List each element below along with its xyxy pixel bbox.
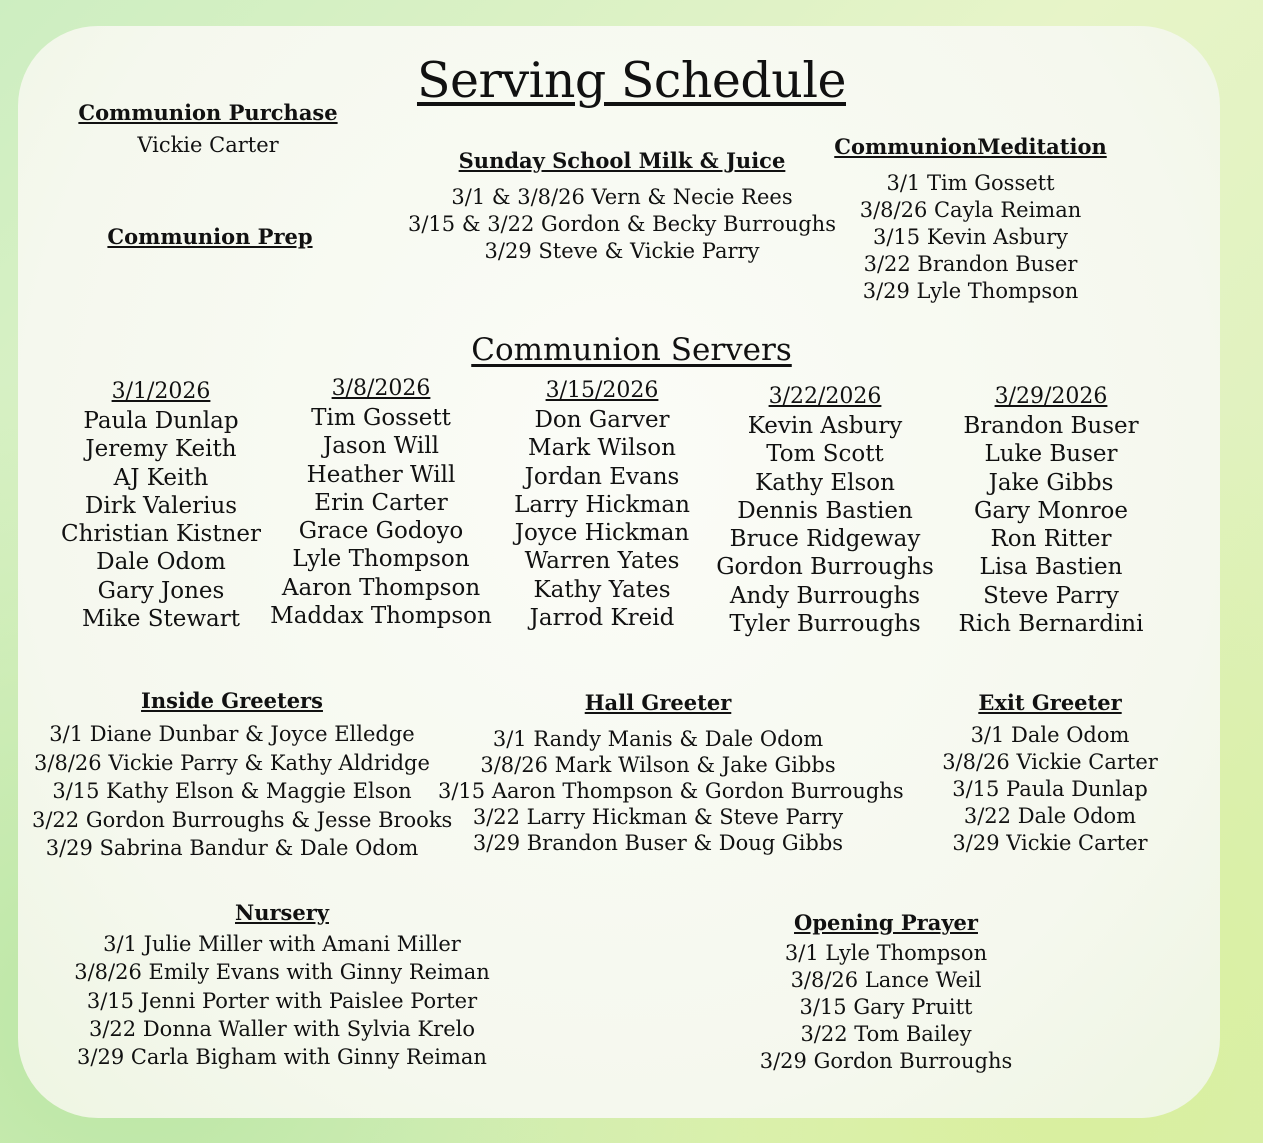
nursery-line: 3/1 Julie Miller with Amani Miller xyxy=(103,932,461,956)
server-name: Mike Stewart xyxy=(81,606,240,633)
server-name: Heather Will xyxy=(306,461,456,488)
server-name: Jason Will xyxy=(322,433,439,460)
exit-greeter-line: 3/8/26 Vickie Carter xyxy=(942,750,1158,774)
hall-greeter-line: 3/8/26 Mark Wilson & Jake Gibbs xyxy=(480,753,836,777)
server-name: Kevin Asbury xyxy=(747,413,903,439)
communion-meditation-line: 3/1 Tim Gossett xyxy=(886,171,1055,195)
server-name: Rich Bernardini xyxy=(958,611,1144,638)
nursery-line: 3/8/26 Emily Evans with Ginny Reiman xyxy=(74,960,490,985)
server-name: Brandon Buser xyxy=(963,413,1139,439)
server-name: Paula Dunlap xyxy=(83,408,239,434)
hall-greeter-line: 3/1 Randy Manis & Dale Odom xyxy=(492,727,824,751)
communion-purchase-section xyxy=(68,98,348,159)
server-name: Gordon Burroughs xyxy=(716,554,934,581)
sunday-school-header: Sunday School Milk & Juice xyxy=(458,148,786,173)
servers-column-date: 3/15/2026 xyxy=(545,378,659,403)
communion-prep-section xyxy=(70,222,350,252)
server-name: Dennis Bastien xyxy=(737,497,913,524)
server-name: Luke Buser xyxy=(984,441,1118,468)
communion-prep-header: Communion Prep xyxy=(107,224,313,249)
server-name: Don Garver xyxy=(534,407,670,433)
server-name: Maddax Thompson xyxy=(270,603,492,630)
servers-column-date: 3/29/2026 xyxy=(994,384,1108,409)
communion-meditation-section xyxy=(823,132,1118,305)
opening-prayer-line: 3/22 Tom Bailey xyxy=(800,1022,972,1046)
communion-meditation-line: 3/8/26 Cayla Reiman xyxy=(859,198,1082,222)
server-name: Warren Yates xyxy=(524,548,680,575)
sunday-school-section xyxy=(387,146,857,265)
opening-prayer-section xyxy=(746,908,1026,1075)
exit-greeter-line: 3/29 Vickie Carter xyxy=(952,831,1148,855)
server-name: AJ Keith xyxy=(113,464,209,491)
inside-greeters-line: 3/1 Diane Dunbar & Joyce Elledge xyxy=(49,722,415,746)
nursery-section xyxy=(72,898,492,1071)
server-name: Bruce Ridgeway xyxy=(729,526,921,553)
exit-greeter-line: 3/22 Dale Odom xyxy=(963,804,1137,828)
hall-greeter-section xyxy=(438,688,904,856)
server-name: Tim Gossett xyxy=(311,405,451,431)
hall-greeter-header: Hall Greeter xyxy=(584,690,732,715)
server-name: Tom Scott xyxy=(766,441,884,468)
server-name: Lisa Bastien xyxy=(979,554,1123,581)
communion-purchase-name: Vickie Carter xyxy=(137,133,279,157)
servers-column xyxy=(709,382,941,638)
server-name: Grace Godoyo xyxy=(298,518,464,545)
server-name: Gary Jones xyxy=(97,577,225,604)
server-name: Jordan Evans xyxy=(524,463,680,490)
inside-greeters-section xyxy=(32,686,453,863)
opening-prayer-line: 3/8/26 Lance Weil xyxy=(790,968,982,992)
communion-purchase-header: Communion Purchase xyxy=(78,100,338,125)
hall-greeter-line: 3/22 Larry Hickman & Steve Parry xyxy=(472,805,844,829)
server-name: Jeremy Keith xyxy=(85,436,237,463)
server-name: Erin Carter xyxy=(314,489,448,516)
server-name: Kathy Yates xyxy=(533,576,671,603)
server-name: Kathy Elson xyxy=(755,469,895,496)
server-name: Aaron Thompson xyxy=(281,574,481,601)
servers-column xyxy=(50,377,272,633)
servers-column xyxy=(270,374,492,630)
inside-greeters-line: 3/29 Sabrina Bandur & Dale Odom xyxy=(45,836,419,860)
nursery-line: 3/29 Carla Bigham with Ginny Reiman xyxy=(77,1045,487,1070)
servers-column xyxy=(940,382,1162,638)
nursery-line: 3/22 Donna Waller with Sylvia Krelo xyxy=(89,1016,475,1041)
servers-column-date: 3/1/2026 xyxy=(111,379,211,404)
nursery-header: Nursery xyxy=(235,900,329,925)
server-name: Christian Kistner xyxy=(60,521,261,548)
nursery-line: 3/15 Jenni Porter with Paislee Porter xyxy=(86,988,478,1013)
communion-meditation-line: 3/15 Kevin Asbury xyxy=(873,225,1068,249)
opening-prayer-header: Opening Prayer xyxy=(794,910,978,935)
servers-column xyxy=(491,376,713,632)
communion-servers-header: Communion Servers xyxy=(471,332,792,368)
server-name: Joyce Hickman xyxy=(514,520,690,547)
sunday-school-line: 3/1 & 3/8/26 Vern & Necie Rees xyxy=(451,185,793,209)
hall-greeter-line: 3/15 Aaron Thompson & Gordon Burroughs xyxy=(438,779,904,803)
sunday-school-line: 3/15 & 3/22 Gordon & Becky Burroughs xyxy=(408,212,836,236)
inside-greeters-line: 3/15 Kathy Elson & Maggie Elson xyxy=(52,779,412,803)
server-name: Ron Ritter xyxy=(990,526,1112,553)
communion-meditation-line: 3/29 Lyle Thompson xyxy=(862,279,1079,303)
server-name: Lyle Thompson xyxy=(292,546,470,573)
exit-greeter-line: 3/15 Paula Dunlap xyxy=(952,777,1148,801)
exit-greeter-section xyxy=(930,688,1170,857)
inside-greeters-line: 3/8/26 Vickie Parry & Kathy Aldridge xyxy=(34,750,430,775)
server-name: Steve Parry xyxy=(983,582,1119,609)
opening-prayer-line: 3/15 Gary Pruitt xyxy=(799,995,973,1019)
server-name: Tyler Burroughs xyxy=(729,611,921,638)
communion-meditation-header: CommunionMeditation xyxy=(834,134,1107,159)
inside-greeters-header: Inside Greeters xyxy=(141,688,323,713)
server-name: Larry Hickman xyxy=(514,491,690,518)
exit-greeter-line: 3/1 Dale Odom xyxy=(970,723,1130,747)
inside-greeters-line: 3/22 Gordon Burroughs & Jesse Brooks xyxy=(32,807,453,832)
server-name: Jarrod Kreid xyxy=(529,605,675,632)
page-title: Serving Schedule xyxy=(416,52,846,109)
server-name: Gary Monroe xyxy=(973,497,1129,524)
server-name: Jake Gibbs xyxy=(988,469,1114,496)
server-name: Dale Odom xyxy=(96,549,226,576)
server-name: Mark Wilson xyxy=(528,435,676,462)
server-name: Dirk Valerius xyxy=(84,492,238,519)
servers-column-date: 3/22/2026 xyxy=(768,384,882,409)
hall-greeter-line: 3/29 Brandon Buser & Doug Gibbs xyxy=(472,831,844,855)
server-name: Andy Burroughs xyxy=(729,582,921,609)
sunday-school-line: 3/29 Steve & Vickie Parry xyxy=(484,239,760,263)
opening-prayer-line: 3/29 Gordon Burroughs xyxy=(759,1049,1013,1073)
exit-greeter-header: Exit Greeter xyxy=(978,690,1122,715)
communion-meditation-line: 3/22 Brandon Buser xyxy=(863,252,1078,276)
servers-column-date: 3/8/2026 xyxy=(331,376,431,401)
opening-prayer-line: 3/1 Lyle Thompson xyxy=(784,941,988,965)
